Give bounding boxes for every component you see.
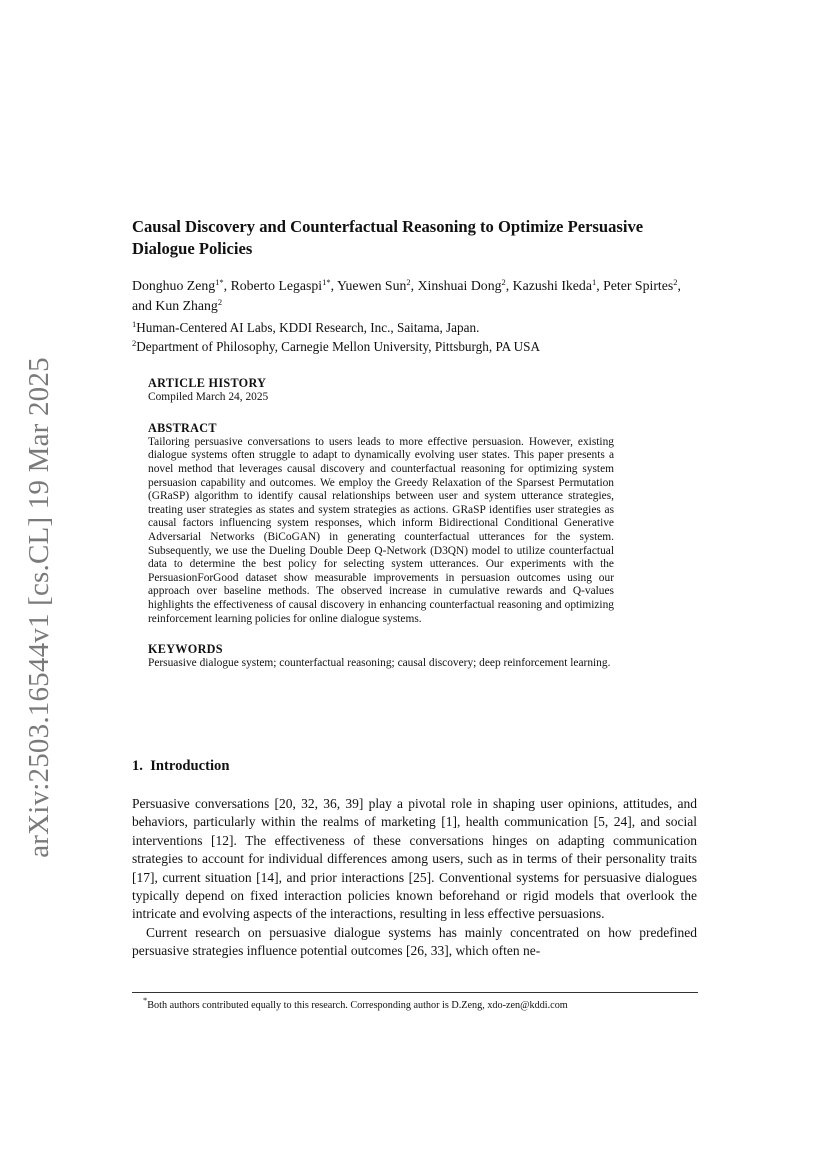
section-title: Introduction	[150, 758, 230, 774]
author-separator: ,	[223, 278, 231, 293]
body-paragraph: Current research on persuasive dialogue systems has mainly concentrated on how predefined persuasive strategies influence potential outcomes [26, 33], which often ne-	[132, 924, 697, 959]
author-name: Roberto Legaspi	[230, 278, 323, 293]
body-paragraph: Persuasive conversations [20, 32, 36, 39] play a pivotal role in shaping user opinions, attitudes, and behaviors, particularly within the realms of marketing [1], health communication [5, 24], and social interventions [12]. The effectiveness of these conversations hinges on adapting communication strategies to account for individual differences among users, such as in terms of their personality traits [17], current situation [14], and prior interactions [25]. Conventional systems for persuasive dialogues typically depend on fixed interaction policies known beforehand or rigid models that overlook the intricate and evolving aspects of the interactions, resulting in less effective persuasions.	[132, 796, 697, 922]
author-name: Kun Zhang	[155, 298, 218, 313]
author-separator: ,	[410, 278, 418, 293]
author-affiliation-mark: 2	[673, 277, 678, 287]
abstract-heading: ABSTRACT	[148, 421, 217, 436]
author-name: Donghuo Zeng	[132, 278, 216, 293]
affiliation-list	[132, 318, 702, 356]
section-heading	[132, 758, 432, 775]
article-history-heading: ARTICLE HISTORY	[148, 376, 267, 390]
author-name: Peter Spirtes	[603, 278, 674, 293]
affiliation	[132, 318, 702, 337]
affiliation-text: Human-Centered AI Labs, KDDI Research, Inc., Saitama, Japan.	[136, 320, 480, 335]
footnote	[143, 995, 703, 1012]
front-matter-box	[148, 377, 614, 670]
author-separator: , and	[132, 278, 681, 313]
affiliation-text: Department of Philosophy, Carnegie Mellon University, Pittsburgh, PA USA	[136, 339, 541, 354]
section-number: 1.	[132, 758, 143, 774]
paper-title: Causal Discovery and Counterfactual Reasoning to Optimize Persuasive Dialogue Policies	[132, 217, 644, 258]
keywords-text: Persuasive dialogue system; counterfactual reasoning; causal discovery; deep reinforcement learning.	[148, 656, 611, 669]
abstract-text: Tailoring persuasive conversations to users leads to more effective persuasion. However, existing dialogue systems often struggle to adapt to dynamically evolving user states. This paper presents a novel method that leverages causal discovery and counterfactual reasoning for optimizing system persuasion capability and outcomes. We employ the Greedy Relaxation of the Sparsest Permutation (GRaSP) algorithm to identify causal relationships between user and system utterance strategies, treating user strategies as states and system strategies as actions. GRaSP identifies user strategies as causal factors influencing system responses, which inform Bidirectional Conditional Generative Adversarial Networks (BiCoGAN) in generating counterfactual utterances for the system. Subsequently, we use the Dueling Double Deep Q-Network (D3QN) model to utilize counterfactual data to determine the best policy for selecting system utterances. Our experiments with the PersuasionForGood dataset show measurable improvements in persuasion outcomes using our approach over baseline methods. The observed increase in cumulative rewards and Q-values highlights the effectiveness of causal discovery in enhancing counterfactual reasoning and optimizing reinforcement learning policies for online dialogue systems.	[148, 435, 614, 625]
author-list	[132, 276, 702, 316]
author-affiliation-mark: 1*	[322, 277, 331, 287]
section-body	[132, 795, 697, 961]
affiliation	[132, 337, 702, 356]
author-affiliation-mark: 2	[217, 297, 223, 307]
author-affiliation-mark: 2	[501, 277, 506, 287]
arxiv-identifier: arXiv:2503.16544v1 [cs.CL] 19 Mar 2025	[22, 356, 55, 858]
author-affiliation-mark: 1	[591, 277, 597, 287]
author-name: Kazushi Ikeda	[512, 278, 592, 293]
arxiv-identifier-stamp	[22, 356, 56, 858]
footnote-mark: *	[143, 995, 148, 1005]
author-separator: ,	[505, 278, 513, 293]
affiliation-mark: 1	[132, 319, 137, 329]
footnote-text: Both authors contributed equally to this research. Corresponding author is D.Zeng, xdo-zen@kddi.com	[147, 1000, 568, 1011]
author-name: Yuewen Sun	[337, 278, 407, 293]
affiliation-mark: 2	[132, 338, 137, 348]
keywords-heading: KEYWORDS	[148, 642, 223, 657]
compiled-date: Compiled March 24, 2025	[148, 390, 269, 403]
author-affiliation-mark: 1*	[215, 277, 224, 287]
footnote-divider	[132, 992, 698, 993]
author-name: Xinshuai Dong	[417, 278, 502, 293]
author-affiliation-mark: 2	[406, 277, 411, 287]
author-separator: ,	[596, 278, 604, 293]
author-separator: ,	[330, 278, 338, 293]
